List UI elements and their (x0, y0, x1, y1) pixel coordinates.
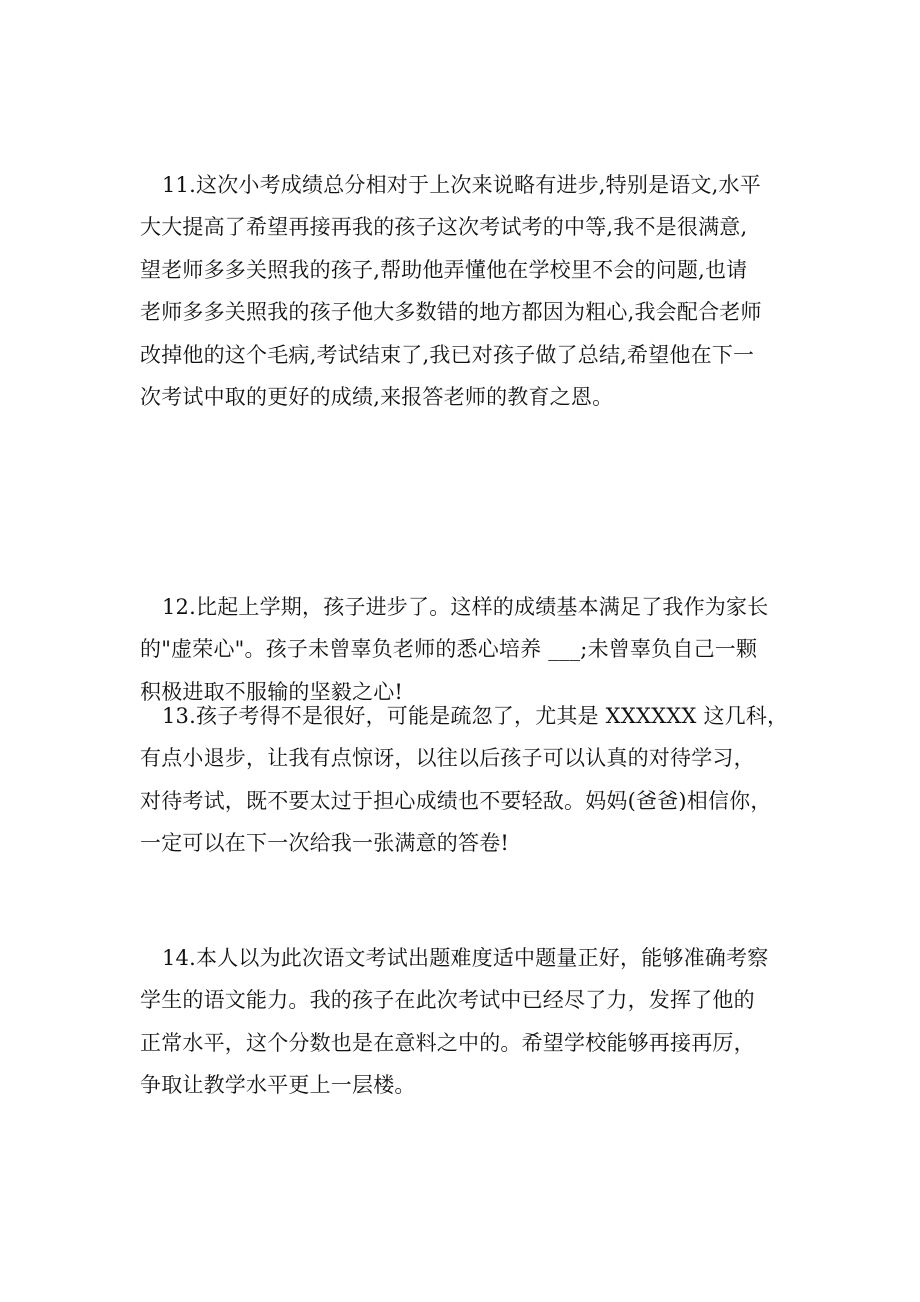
paragraph-line: 改掉他的这个毛病,考试结束了,我已对孩子做了总结,希望他在下一 (140, 342, 755, 367)
paragraph-line: 14.本人以为此次语文考试出题难度适中题量正好，能够准确考察 (162, 946, 769, 970)
paragraph-line: 11.这次小考成绩总分相对于上次来说略有进步,特别是语文,水平 (162, 173, 761, 197)
paragraph-13 (140, 695, 789, 865)
paragraph-line: 积极进取不服输的坚毅之心! (140, 679, 404, 704)
paragraph-line: 大大提高了希望再接再我的孩子这次考试考的中等,我不是很满意, (140, 215, 748, 240)
paragraph-line: 12.比起上学期，孩子进步了。这样的成绩基本满足了我作为家长 (162, 595, 769, 619)
paragraph-line: 学生的语文能力。我的孩子在此次考试中已经尽了力，发挥了他的 (140, 988, 755, 1013)
paragraph-line: 的"虚荣心"。孩子未曾辜负老师的悉心培养 ___;未曾辜负自己一颗 (140, 637, 758, 662)
paragraph-line: 次考试中取的更好的成绩,来报答老师的教育之恩。 (140, 384, 614, 409)
paragraph-line: 望老师多多关照我的孩子,帮助他弄懂他在学校里不会的问题,也请 (140, 257, 748, 282)
paragraph-line: 正常水平，这个分数也是在意料之中的。希望学校能够再接再厉， (140, 1030, 755, 1055)
paragraph-line: 老师多多关照我的孩子他大多数错的地方都因为粗心,我会配合老师 (140, 300, 762, 325)
paragraph-line: 争取让教学水平更上一层楼。 (140, 1073, 416, 1098)
paragraph-14 (140, 937, 780, 1107)
paragraph-line: 有点小退步，让我有点惊讶，以往以后孩子可以认真的对待学习， (140, 746, 755, 771)
paragraph-line: 一定可以在下一次给我一张满意的答卷! (140, 831, 510, 856)
paragraph-line: 13.孩子考得不是很好，可能是疏忽了，尤其是 XXXXXX 这几科， (162, 704, 789, 728)
paragraph-11 (140, 164, 780, 418)
paragraph-line: 对待考试，既不要太过于担心成绩也不要轻敌。妈妈(爸爸)相信你， (140, 788, 772, 813)
